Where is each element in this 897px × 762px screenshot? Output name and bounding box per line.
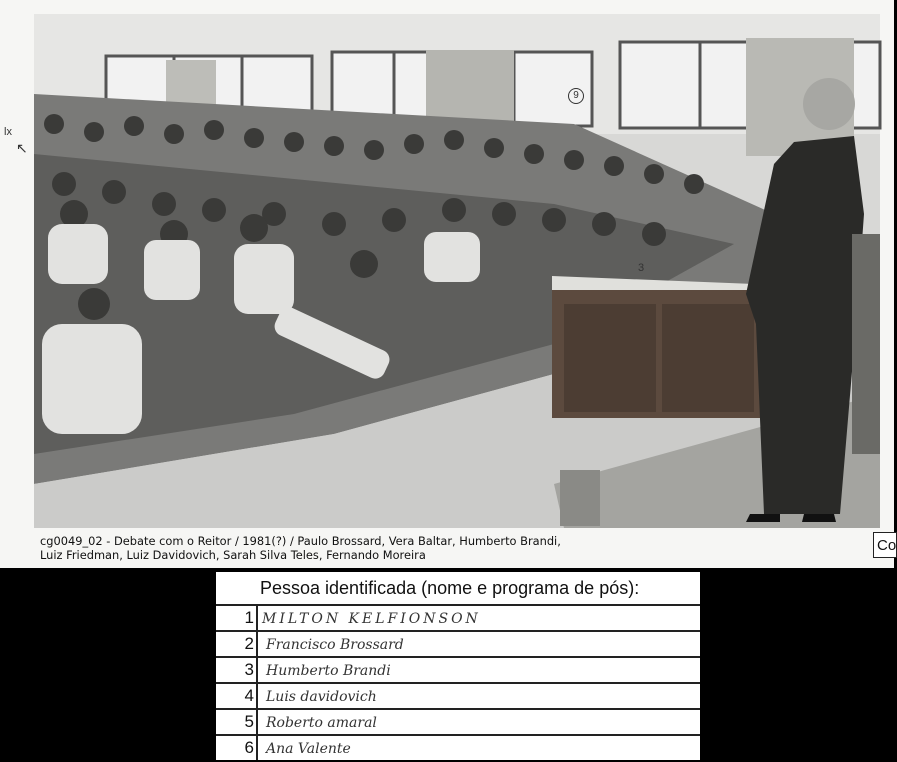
handwritten-name-field[interactable]: MILTON KELFIONSON <box>262 611 481 627</box>
row-divider <box>256 632 258 656</box>
form-row <box>216 708 700 734</box>
form-row <box>216 630 700 656</box>
form-title: Pessoa identificada (nome e programa de pós): <box>260 578 640 598</box>
identification-form <box>216 572 700 760</box>
row-number: 4 <box>244 686 254 705</box>
left-annotation-mark: lx <box>4 126 12 138</box>
caption-line-2: Luiz Friedman, Luiz Davidovich, Sarah Silva Teles, Fernando Moreira <box>40 548 426 562</box>
desk-number-mark: 3 <box>638 262 645 274</box>
row-number: 5 <box>244 712 254 731</box>
row-number: 3 <box>244 660 254 679</box>
auditorium-photo <box>34 14 880 528</box>
form-row <box>216 656 700 682</box>
arrow-icon: ↖ <box>16 140 28 156</box>
handwritten-name-field[interactable]: Luis davidovich <box>266 689 377 705</box>
photo-illustration <box>34 14 880 528</box>
handwritten-name-field[interactable]: Roberto amaral <box>266 715 377 731</box>
form-row <box>216 682 700 708</box>
caption-line-1: cg0049_02 - Debate com o Reitor / 1981(?) / Paulo Brossard, Vera Baltar, Humberto Brandi, <box>40 534 561 548</box>
circled-number-mark: 9 <box>568 88 584 104</box>
row-number: 6 <box>244 738 254 757</box>
row-number: 2 <box>244 634 254 653</box>
edge-text-box: Co <box>873 532 897 558</box>
row-divider <box>256 606 258 630</box>
photo-caption <box>40 534 640 562</box>
row-number: 1 <box>244 608 254 627</box>
form-row <box>216 604 700 630</box>
handwritten-name-field[interactable]: Ana Valente <box>266 741 351 757</box>
row-divider <box>256 658 258 682</box>
handwritten-name-field[interactable]: Humberto Brandi <box>266 663 391 679</box>
row-divider <box>256 684 258 708</box>
form-row <box>216 734 700 760</box>
handwritten-name-field[interactable]: Francisco Brossard <box>266 637 404 653</box>
row-divider <box>256 710 258 734</box>
row-divider <box>256 736 258 760</box>
